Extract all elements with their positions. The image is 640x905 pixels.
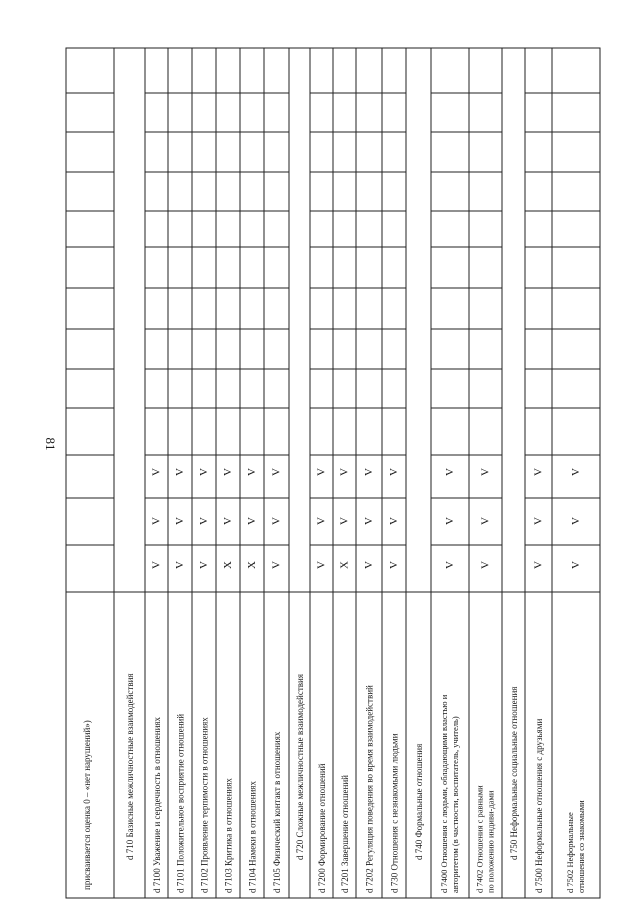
section-heading: d 740 Формальные отношения bbox=[414, 743, 424, 860]
mark-v: V bbox=[246, 468, 258, 476]
row-label: d 7102 Проявление терпимости в отношениях bbox=[199, 717, 210, 893]
row-label: авторитетом (в частности, воспитатель, учитель) bbox=[450, 716, 460, 893]
mark-v: V bbox=[532, 517, 545, 525]
mark-v: V bbox=[150, 468, 163, 476]
mark-v: V bbox=[315, 561, 328, 569]
mark-v: V bbox=[363, 517, 375, 525]
mark-v: V bbox=[338, 517, 351, 525]
mark-v: V bbox=[150, 517, 163, 525]
mark-v: V bbox=[444, 468, 456, 476]
mark-v: V bbox=[198, 468, 210, 476]
mark-x: X bbox=[246, 561, 258, 569]
mark-v: V bbox=[570, 468, 582, 476]
mark-v: V bbox=[315, 517, 328, 525]
mark-v: V bbox=[388, 468, 400, 476]
row-label: d 7402 Отношения с равными bbox=[474, 785, 485, 893]
row-label: d 7400 Отношения с людьми, обладающими властью и bbox=[439, 694, 449, 893]
mark-v: V bbox=[388, 517, 400, 525]
row-label: d 730 Отношения с незнакомыми людьми bbox=[389, 733, 400, 893]
mark-x: X bbox=[338, 561, 351, 569]
mark-v: V bbox=[222, 468, 234, 476]
mark-v: V bbox=[174, 561, 186, 569]
row-label: d 7101 Положительное восприятие отношений bbox=[175, 713, 186, 893]
mark-v: V bbox=[479, 561, 492, 569]
mark-v: V bbox=[444, 561, 456, 569]
mark-v: V bbox=[363, 468, 375, 476]
mark-v: V bbox=[174, 517, 186, 525]
mark-v: V bbox=[270, 561, 283, 569]
mark-v: V bbox=[270, 468, 283, 476]
row-label: d 7104 Намеки в отношениях bbox=[247, 781, 258, 893]
row-label: d 7200 Формирование отношений bbox=[317, 763, 327, 893]
mark-v: V bbox=[150, 561, 163, 569]
mark-v: V bbox=[222, 517, 234, 525]
header-note: присваивается оценка 0 – «нет нарушений») bbox=[82, 720, 92, 890]
section-heading: d 750 Неформальные социальные отношения bbox=[509, 686, 519, 860]
row-label: по положению индиви-дами bbox=[485, 790, 496, 893]
section-heading: d 720 Сложные межличностные взаимодействия bbox=[295, 674, 305, 860]
mark-v: V bbox=[198, 561, 210, 569]
row-label: d 7500 Неформальные отношения с друзьями bbox=[534, 718, 544, 893]
row-label: отношения со знакомыми bbox=[576, 800, 586, 893]
mark-v: V bbox=[444, 517, 456, 525]
mark-v: V bbox=[198, 517, 210, 525]
mark-v: V bbox=[479, 468, 492, 476]
mark-v: V bbox=[388, 561, 400, 569]
row-label: d 7502 Неформальные bbox=[565, 812, 575, 893]
row-label: d 7103 Критика в отношениях bbox=[223, 778, 234, 893]
mark-v: V bbox=[363, 561, 375, 569]
row-label: d 7100 Уважение и сердечность в отношениях bbox=[152, 716, 162, 893]
mark-v: V bbox=[532, 561, 545, 569]
mark-v: V bbox=[315, 468, 328, 476]
mark-v: V bbox=[246, 517, 258, 525]
mark-v: V bbox=[570, 517, 582, 525]
mark-v: V bbox=[338, 468, 351, 476]
page-number: 81 bbox=[43, 437, 58, 451]
section-heading: d 710 Базисные межличностные взаимодействия bbox=[125, 673, 135, 860]
mark-v: V bbox=[570, 561, 582, 569]
mark-v: V bbox=[532, 468, 545, 476]
mark-x: X bbox=[222, 561, 234, 569]
row-label: d 7105 Физический контакт в отношениях bbox=[272, 731, 282, 893]
row-label: d 7202 Регуляция поведения во время взаимодействий bbox=[364, 685, 375, 893]
mark-v: V bbox=[270, 517, 283, 525]
mark-v: V bbox=[479, 517, 492, 525]
mark-v: V bbox=[174, 468, 186, 476]
row-label: d 7201 Завершение отношений bbox=[340, 774, 350, 893]
